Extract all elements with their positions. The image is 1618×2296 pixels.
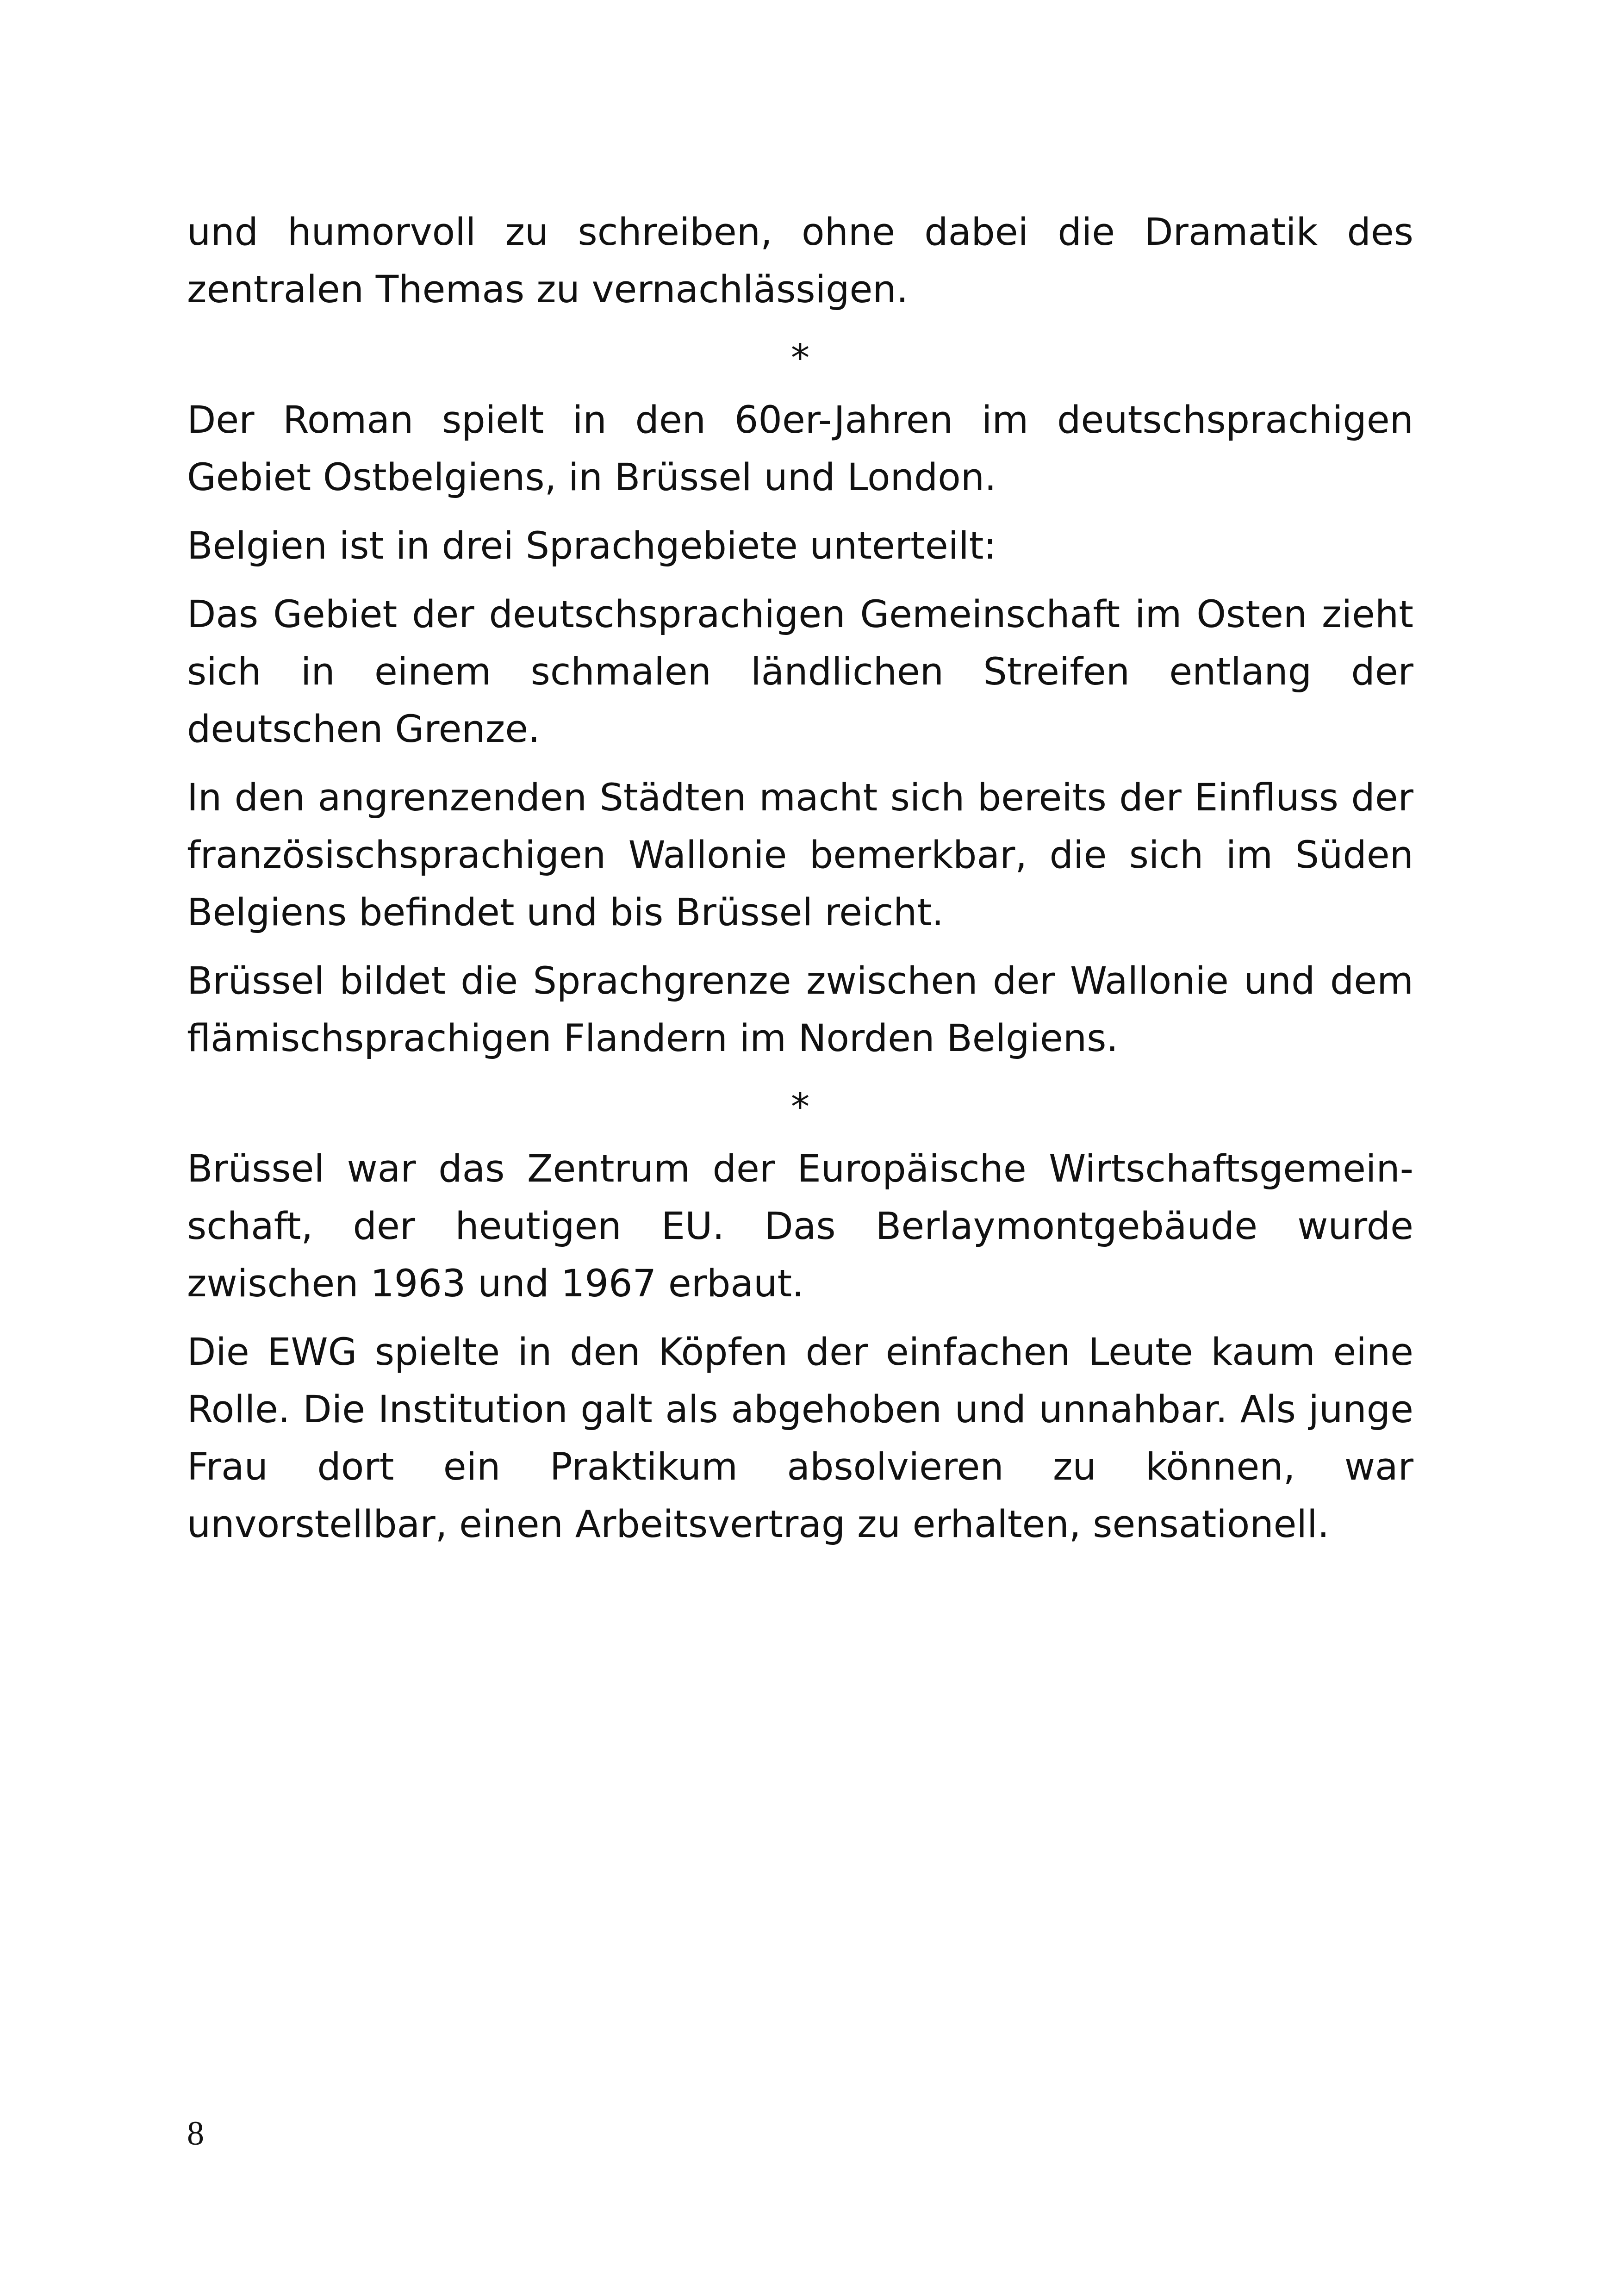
- paragraph-setting: Der Roman spielt in den 60er-Jahren im deutschsprachigen Gebiet Ostbelgiens, in Brüssel und London.: [187, 398, 1413, 499]
- paragraph-intro-continuation: und humorvoll zu schreiben, ohne dabei die Dramatik des zentralen Themas zu vernachlässigen.: [187, 211, 1413, 311]
- paragraph-brussels-border: Brüssel bildet die Sprachgrenze zwischen der Wallonie und dem flämischsprachigen Flandern im Norden Belgiens.: [187, 959, 1413, 1060]
- page-number: 8: [187, 2115, 204, 2153]
- paragraph-wallonia: In den angrenzenden Städten macht sich bereits der Einfluss der französischsprachigen Wallonie bemerkbar, die sich im Süden Belgiens befindet und bis Brüssel reicht.: [187, 776, 1413, 934]
- paragraph-eec-perception: Die EWG spielte in den Köpfen der einfachen Leute kaum eine Rolle. Die Institution galt als abgehoben und unnahbar. Als junge Frau dort ein Praktikum absolvieren zu können, war unvorstellbar, einen Arbeitsvertrag zu erhalten, sensationell.: [187, 1331, 1413, 1546]
- paragraph-eec-center: Brüssel war das Zentrum der Europäische Wirtschaftsgemeinschaft, der heutigen EU. Das Berlaymontgebäude wurde zwischen 1963 und 1967 erbaut.: [187, 1147, 1413, 1306]
- section-separator: [187, 330, 1413, 392]
- asterisk-separator: *: [790, 1085, 810, 1129]
- body-text: [187, 204, 1413, 1564]
- paragraph-language-regions: Belgien ist in drei Sprachgebiete unterteilt:: [187, 524, 996, 568]
- asterisk-separator: *: [790, 336, 810, 380]
- section-separator: [187, 1078, 1413, 1140]
- paragraph-german-community: Das Gebiet der deutschsprachigen Gemeinschaft im Osten zieht sich in einem schmalen ländlichen Streifen entlang der deutschen Grenze.: [187, 593, 1413, 751]
